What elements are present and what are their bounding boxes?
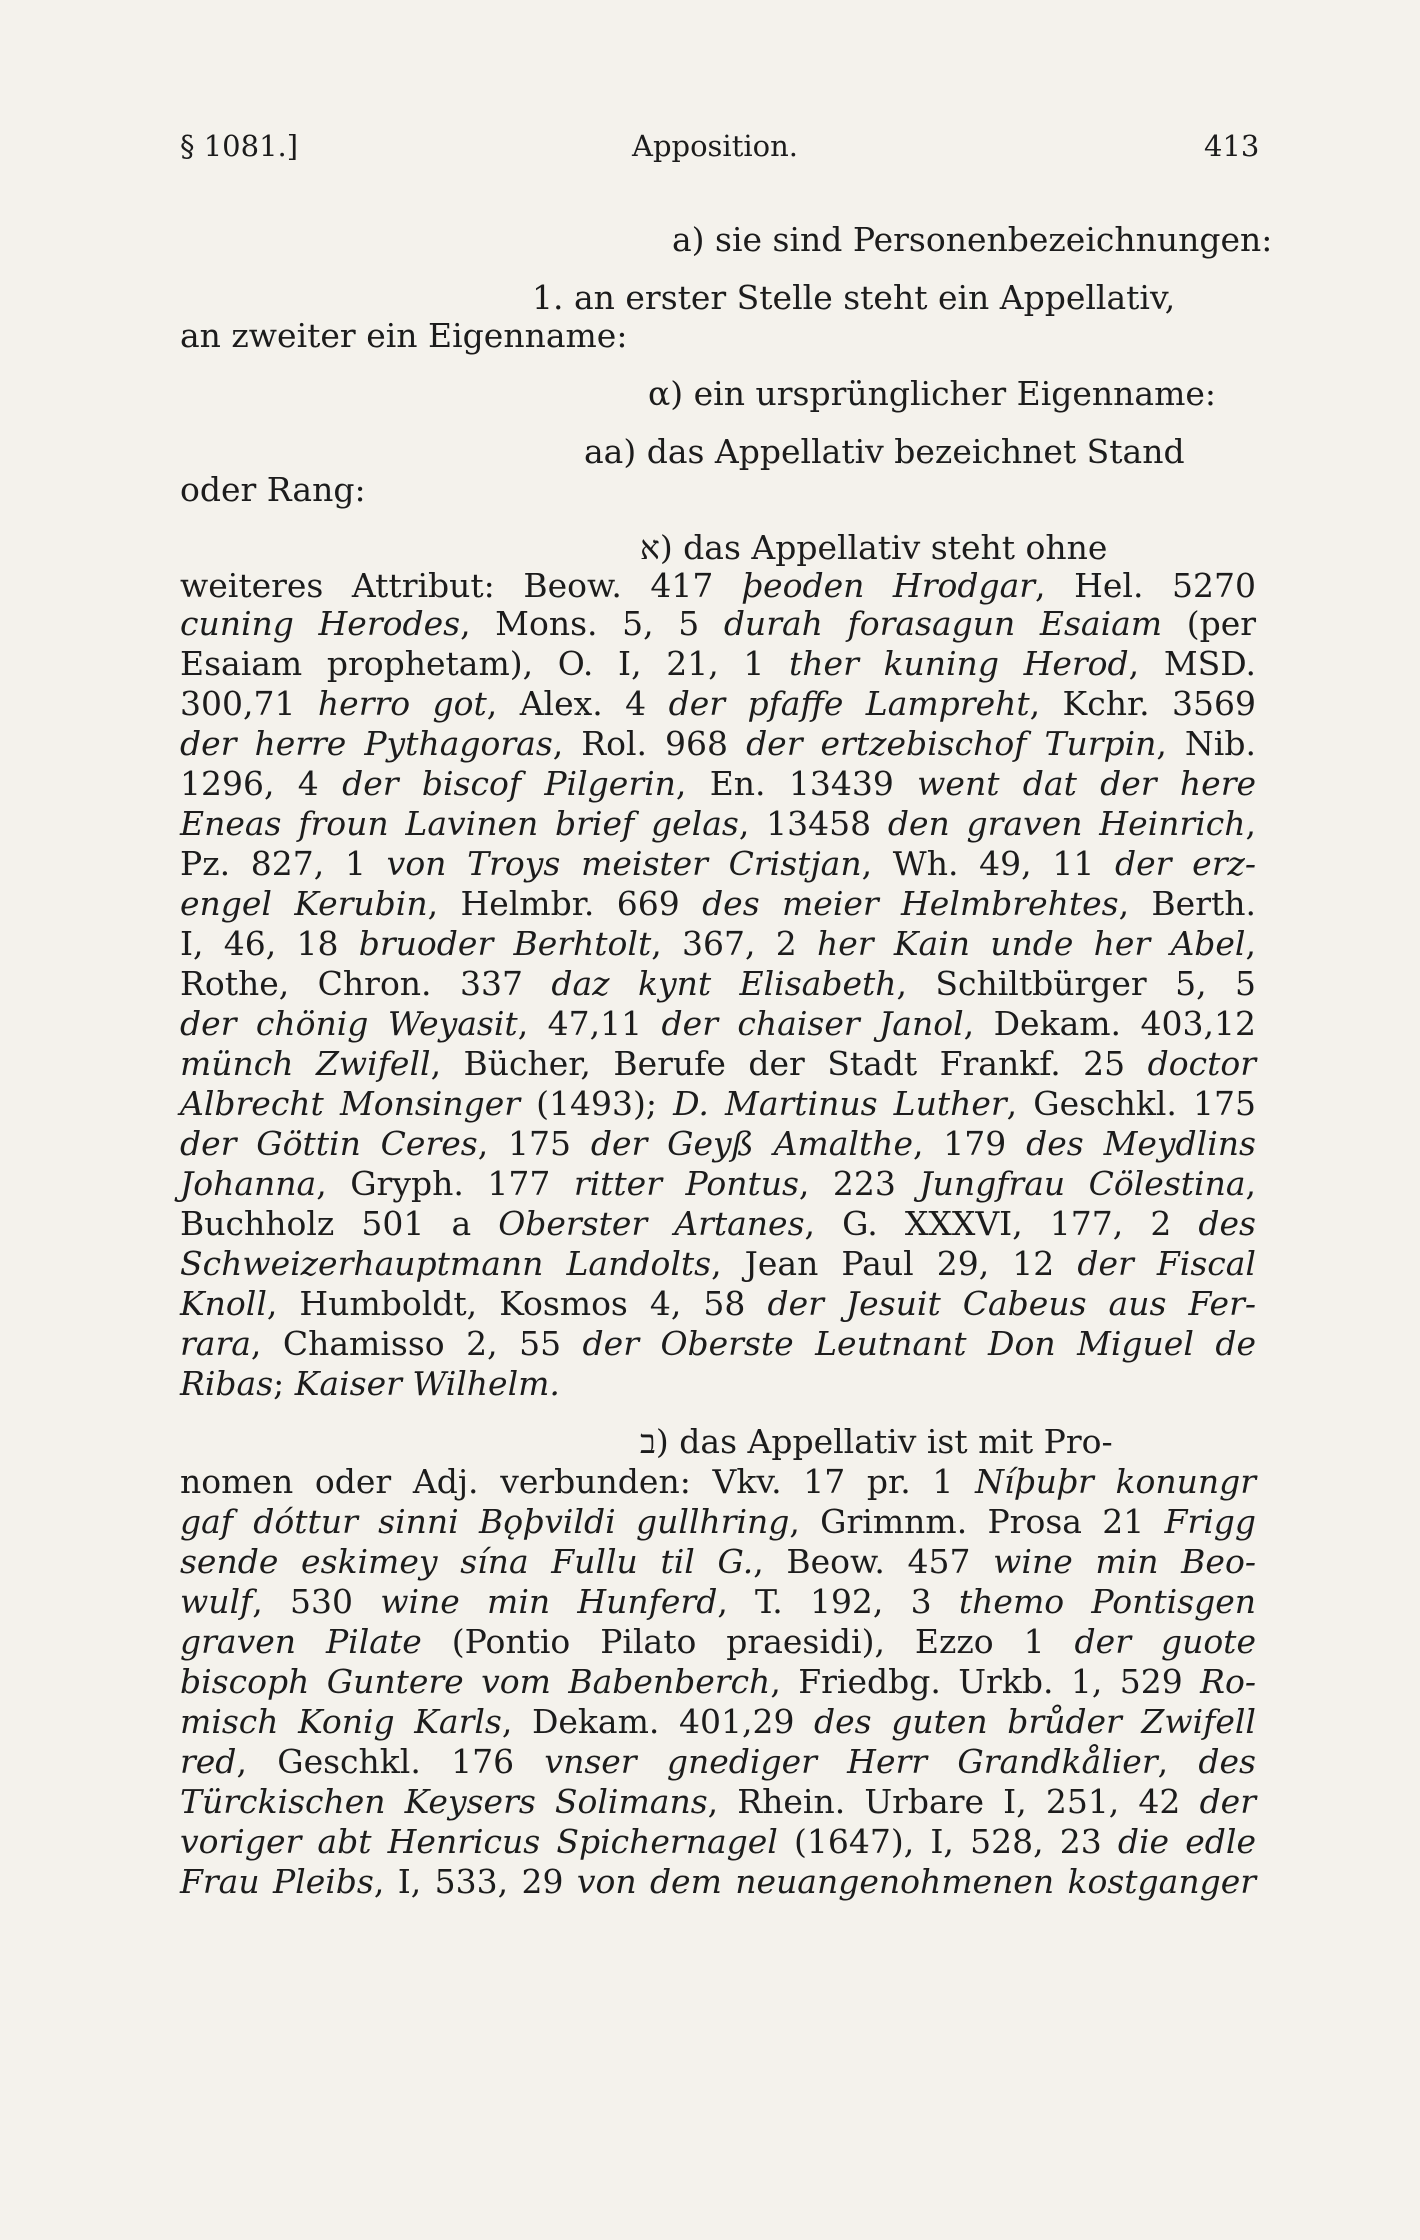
italic-citation: der	[1199, 1782, 1256, 1821]
text-line	[180, 1502, 1256, 1542]
text-segment: , Wh. 49, 11	[861, 844, 1116, 883]
text-line	[180, 1284, 1256, 1324]
text-line	[180, 684, 1256, 724]
italic-citation: Frau Pleibs	[180, 1862, 374, 1901]
italic-citation: Oberster Artanes	[498, 1204, 805, 1243]
italic-citation: cuning Herodes	[180, 604, 461, 643]
italic-citation: der Geyß Amalthe	[590, 1124, 913, 1163]
text-segment: α) ein ursprünglicher Eigenname:	[648, 374, 1217, 413]
italic-citation: Frigg	[1164, 1502, 1256, 1541]
text-line	[180, 1204, 1256, 1244]
italic-citation: der Oberste Leutnant Don Miguel de	[582, 1324, 1257, 1363]
italic-citation: Ribas	[180, 1364, 274, 1403]
text-segment: Pz. 827, 1	[180, 844, 387, 883]
italic-citation: herro got	[317, 684, 487, 723]
italic-citation: vnser gnediger Herr Grandkålier	[544, 1742, 1158, 1781]
text-segment: (per	[1162, 604, 1257, 643]
text-segment: ,	[1157, 1742, 1199, 1781]
italic-citation: daz kynt Elisabeth	[551, 964, 897, 1003]
italic-citation: Ro-	[1200, 1662, 1256, 1701]
text-segment: Buchholz 501 a	[180, 1204, 499, 1243]
italic-citation: misch Konig Karls	[180, 1702, 502, 1741]
text-line	[180, 566, 1256, 606]
italic-citation: engel Kerubin	[180, 884, 428, 923]
text-line	[640, 528, 1256, 568]
italic-citation: her Kain unde her Abel	[817, 924, 1246, 963]
running-title: Apposition.	[632, 129, 798, 163]
text-segment: , 530	[252, 1582, 381, 1621]
italic-citation: Eneas froun Lavinen brief gelas	[180, 804, 739, 843]
text-segment: , MSD.	[1128, 644, 1256, 683]
italic-citation: bruoder Berhtolt	[358, 924, 652, 963]
text-segment: , 367, 2	[651, 924, 817, 963]
italic-citation: graven Pilate	[180, 1622, 422, 1661]
text-segment: 1. an erster Stelle steht ein Appellativ,	[532, 278, 1176, 317]
text-segment: (1647), I, 528, 23	[777, 1822, 1118, 1861]
text-segment: , En. 13439	[675, 764, 918, 803]
text-line	[180, 1662, 1256, 1702]
text-line	[180, 1862, 1256, 1902]
text-segment: , T. 192, 3	[717, 1582, 959, 1621]
text-segment: ;	[273, 1364, 295, 1403]
italic-citation: red	[180, 1742, 237, 1781]
text-line	[180, 1822, 1256, 1862]
text-segment: weiteres Attribut: Beow. 417	[180, 566, 742, 605]
text-segment: , Humboldt, Kosmos 4, 58	[266, 1284, 768, 1323]
italic-citation: Johanna	[180, 1164, 317, 1203]
text-line	[180, 604, 1256, 644]
italic-citation: D. Martinus Luther	[673, 1084, 1007, 1123]
text-segment: ,	[1245, 804, 1256, 843]
text-segment: א) das Appellativ steht ohne	[640, 528, 1108, 567]
text-line	[180, 1702, 1256, 1742]
text-line	[180, 884, 1256, 924]
text-segment: , 175	[477, 1124, 591, 1163]
text-line	[180, 1084, 1256, 1124]
text-segment: , Alex. 4	[486, 684, 669, 723]
text-segment: , Nib.	[1156, 724, 1256, 763]
text-line	[180, 1622, 1256, 1662]
text-segment: (Pontio Pilato praesidi), Ezzo 1	[421, 1622, 1075, 1661]
italic-citation: der ertzebischof Turpin	[746, 724, 1157, 763]
text-segment: an zweiter ein Eigenname:	[180, 316, 628, 355]
italic-citation: doctor	[1147, 1044, 1256, 1083]
text-line	[180, 724, 1256, 764]
text-segment: 300,71	[180, 684, 318, 723]
text-segment: , Hel. 5270	[1035, 566, 1256, 605]
text-line	[180, 316, 1256, 356]
text-segment: , I, 533, 29	[373, 1862, 577, 1901]
text-segment: Esaiam prophetam), O. I, 21, 1	[180, 644, 790, 683]
italic-citation: Jungfrau Cölestina	[919, 1164, 1246, 1203]
italic-citation: Kaiser Wilhelm.	[294, 1364, 560, 1403]
italic-citation: der Fiscal	[1077, 1244, 1256, 1283]
italic-citation: den graven Heinrich	[887, 804, 1246, 843]
italic-citation: der Göttin Ceres	[180, 1124, 478, 1163]
section-number: § 1081.]	[180, 129, 299, 163]
text-line	[180, 1364, 1256, 1404]
italic-citation: des	[1198, 1742, 1256, 1781]
text-segment: , Beow. 457	[753, 1542, 994, 1581]
text-segment: ,	[1245, 1164, 1257, 1203]
text-segment: oder Rang:	[180, 470, 366, 509]
text-segment: aa) das Appellativ bezeichnet Stand	[584, 432, 1185, 471]
italic-citation: der chönig Weyasit	[180, 1004, 518, 1043]
text-segment: , Schiltbürger 5, 5	[896, 964, 1256, 1003]
italic-citation: wine min Hunferd	[380, 1582, 718, 1621]
text-segment: , 13458	[738, 804, 888, 843]
italic-citation: themo Pontisgen	[958, 1582, 1256, 1621]
italic-citation: der biscof Pilgerin	[342, 764, 676, 803]
text-segment: ב) das Appellativ ist mit Pro-	[640, 1422, 1113, 1461]
text-segment: , G. XXXVI, 177, 2	[804, 1204, 1199, 1243]
text-line	[180, 1782, 1256, 1822]
text-segment: , Friedbg. Urkb. 1, 529	[770, 1662, 1201, 1701]
text-segment: , Geschkl. 175	[1006, 1084, 1256, 1123]
text-line	[180, 1164, 1256, 1204]
text-line	[672, 220, 1273, 260]
text-segment: I, 46, 18	[180, 924, 359, 963]
italic-citation: von Troys meister Cristjan	[386, 844, 862, 883]
italic-citation: wine min Beo-	[993, 1542, 1256, 1581]
italic-citation: Türckischen Keysers Solimans	[180, 1782, 708, 1821]
text-line	[180, 804, 1256, 844]
italic-citation: der pfaffe Lampreht	[668, 684, 1030, 723]
text-line	[180, 1324, 1256, 1364]
italic-citation: þeoden Hrodgar	[741, 566, 1036, 605]
text-segment: (1493);	[520, 1084, 674, 1123]
italic-citation: von dem neuangenohmenen kostganger	[576, 1862, 1256, 1901]
italic-citation: ther kuning Herod	[789, 644, 1129, 683]
italic-citation: die edle	[1117, 1822, 1256, 1861]
text-line	[180, 1004, 1256, 1044]
text-line	[180, 470, 1256, 510]
text-line	[180, 764, 1256, 804]
italic-citation: sende eskimey sína Fullu til G.	[180, 1542, 754, 1581]
text-segment: , Rol. 968	[552, 724, 747, 763]
text-segment: , Dekam. 401,29	[501, 1702, 815, 1741]
italic-citation: biscoph Guntere vom Babenberch	[180, 1662, 771, 1701]
text-segment: , Rhein. Urbare I, 251, 42	[707, 1782, 1200, 1821]
text-segment: , Gryph. 177	[316, 1164, 574, 1203]
text-segment: ,	[1245, 924, 1256, 963]
italic-citation: der chaiser Janol	[661, 1004, 964, 1043]
text-segment: , Berth.	[1118, 884, 1256, 923]
text-line	[180, 964, 1256, 1004]
italic-citation: durah forasagun Esaiam	[723, 604, 1163, 643]
italic-citation: Albrecht Monsinger	[180, 1084, 521, 1123]
text-segment: a) sie sind Personenbezeichnungen:	[672, 220, 1273, 259]
text-line	[180, 1582, 1256, 1622]
italic-citation: Schweizerhauptmann Landolts	[180, 1244, 712, 1283]
text-segment: , 179	[912, 1124, 1027, 1163]
text-segment: , Helmbr. 669	[427, 884, 703, 923]
text-line	[180, 1044, 1256, 1084]
text-line	[532, 278, 1256, 318]
text-line	[180, 1124, 1256, 1164]
text-line	[180, 644, 1256, 684]
text-line	[180, 1742, 1256, 1782]
text-line	[180, 1542, 1256, 1582]
text-line	[584, 432, 1256, 472]
italic-citation: der herre Pythagoras	[180, 724, 553, 763]
italic-citation: Níþuþr konungr	[975, 1462, 1256, 1501]
italic-citation: ritter Pontus	[573, 1164, 799, 1203]
italic-citation: Knoll	[180, 1284, 267, 1323]
text-segment: , 223	[798, 1164, 920, 1203]
italic-citation: went dat der here	[917, 764, 1256, 803]
italic-citation: des guten brůder Zwifell	[814, 1702, 1256, 1741]
text-line	[640, 1422, 1256, 1462]
text-segment: , Bücher, Berufe der Stadt Frankf. 25	[430, 1044, 1148, 1083]
text-segment: , Geschkl. 176	[236, 1742, 545, 1781]
text-segment: , 47,11	[517, 1004, 662, 1043]
text-line	[180, 844, 1256, 884]
text-line	[180, 1462, 1256, 1502]
italic-citation: der guote	[1074, 1622, 1256, 1661]
text-segment: , Jean Paul 29, 12	[711, 1244, 1078, 1283]
italic-citation: voriger abt Henricus Spichernagel	[180, 1822, 778, 1861]
italic-citation: wulf	[180, 1582, 253, 1621]
text-segment: , Mons. 5, 5	[460, 604, 724, 643]
text-line	[180, 1244, 1256, 1284]
italic-citation: der Jesuit Cabeus aus Fer-	[767, 1284, 1256, 1323]
page-number: 413	[1204, 129, 1260, 163]
text-segment: , Kchr. 3569	[1029, 684, 1256, 723]
text-line	[180, 924, 1256, 964]
italic-citation: der erz-	[1115, 844, 1257, 883]
text-segment: , Dekam. 403,12	[963, 1004, 1256, 1043]
italic-citation: des meier Helmbrehtes	[702, 884, 1119, 923]
text-segment: nomen oder Adj. verbunden: Vkv. 17 pr. 1	[180, 1462, 976, 1501]
italic-citation: des Meydlins	[1026, 1124, 1256, 1163]
text-segment: , Grimnm. Prosa 21	[789, 1502, 1165, 1541]
italic-citation: des	[1198, 1204, 1256, 1243]
text-segment: 1296, 4	[180, 764, 343, 803]
text-segment: Rothe, Chron. 337	[180, 964, 552, 1003]
text-segment: , Chamisso 2, 55	[250, 1324, 583, 1363]
italic-citation: gaf dóttur sinni Bǫþvildi gullhring	[180, 1502, 790, 1541]
italic-citation: rara	[180, 1324, 251, 1363]
text-line	[648, 374, 1256, 414]
italic-citation: münch Zwifell	[180, 1044, 431, 1083]
